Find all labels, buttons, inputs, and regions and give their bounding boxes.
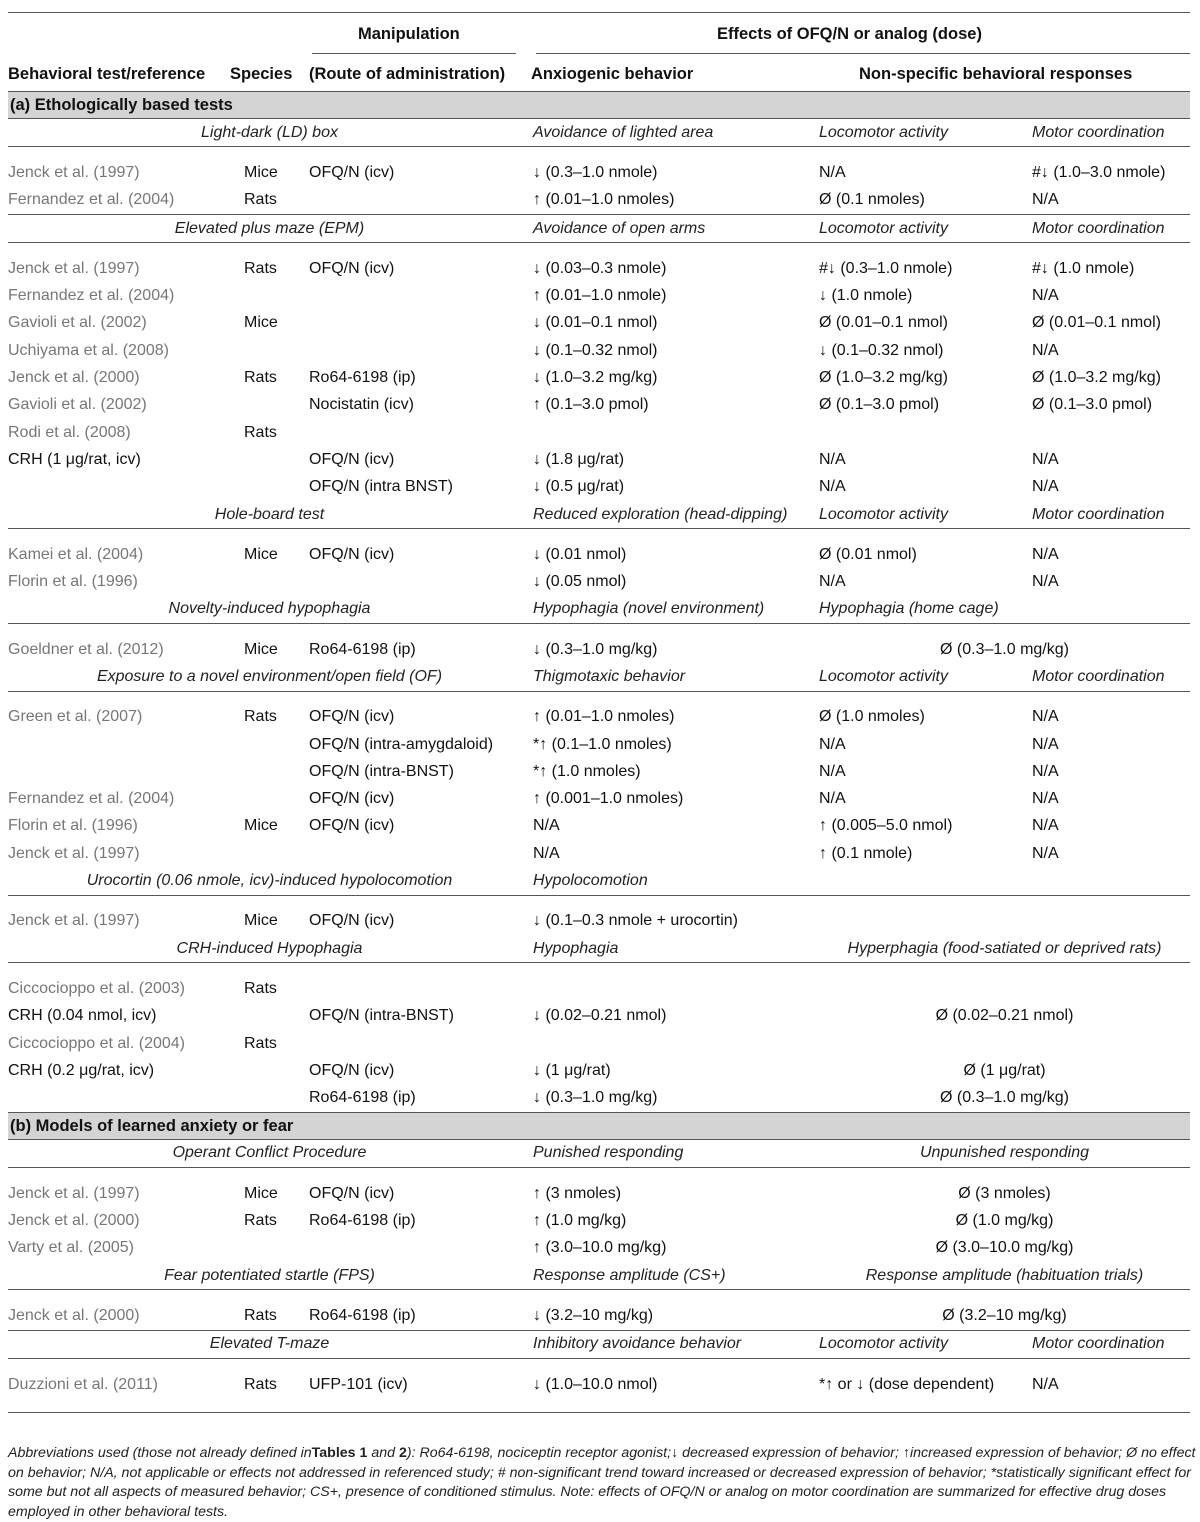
top-rule [8,12,1190,13]
table-row: Jenck et al. (2000) Rats Ro64-6198 (ip) ↓ (1.0–3.2 mg/kg) Ø (1.0–3.2 mg/kg) Ø (1.0–3.2 mg/kg) [8,369,1161,387]
table-row: Rodi et al. (2008) Rats [8,423,277,441]
subheader-rule [8,624,1190,637]
subheader-rule [8,243,1190,256]
header-effects: Effects of OFQ/N or analog (dose) [717,25,982,43]
subheader-row: Light-dark (LD) box Avoidance of lighted area Locomotor activity Motor coordination [201,123,1165,141]
table-row: Jenck et al. (1997) Mice OFQ/N (icv) ↓ (0.1–0.3 nmole + urocortin) [8,912,738,930]
table-row: Jenck et al. (1997) N/A ↑ (0.1 nmole) N/A [8,844,1059,862]
header-behavioral-test: Behavioral test/reference [8,65,206,83]
subheader-row: Exposure to a novel environment/open field (OF) Thigmotaxic behavior Locomotor activity Motor coordination [96,667,1165,685]
table-row: Ciccocioppo et al. (2003) Rats [8,979,277,997]
section-b: (b) Models of learned anxiety or fear [8,1112,1190,1139]
table-row: Florin et al. (1996) Mice OFQ/N (icv) N/A ↑ (0.005–5.0 nmol) N/A [8,817,1059,835]
subheader-row: Fear potentiated startle (FPS) Response amplitude (CS+) Response amplitude (habituation trials) [164,1266,1144,1284]
subheader-row: Elevated T-maze Inhibitory avoidance behavior Locomotor activity Motor coordination [8,1330,1190,1358]
subheader-row: Operant Conflict Procedure Punished responding Unpunished responding [172,1144,1089,1162]
table-row: Jenck et al. (1997) Mice OFQ/N (icv) ↑ (3 nmoles) Ø (3 nmoles) [8,1184,1051,1202]
table-row: Duzzioni et al. (2011) Rats UFP-101 (icv) ↓ (1.0–10.0 nmol) *↑ or ↓ (dose dependent) N/A [8,1375,1059,1393]
subheader-rule [8,963,1190,976]
table-row: Goeldner et al. (2012) Mice Ro64-6198 (ip) ↓ (0.3–1.0 mg/kg) Ø (0.3–1.0 mg/kg) [8,640,1069,658]
header-anxiogenic: Anxiogenic behavior [531,65,694,83]
table-row: Fernandez et al. (2004) OFQ/N (icv) ↑ (0.001–1.0 nmoles) N/A N/A [8,790,1059,808]
manipulation-underline [312,53,516,54]
subheader-rule [8,529,1190,542]
main-table [8,91,1190,1413]
subheader-rule [8,691,1190,704]
effects-underline [536,53,1190,54]
subheader-row: Urocortin (0.06 nmole, icv)-induced hypolocomotion Hypolocomotion [86,872,648,890]
header-route: (Route of administration) [309,65,506,83]
header-nonspecific: Non-specific behavioral responses [859,65,1133,83]
table-row: Florin et al. (1996) ↓ (0.05 nmol) N/A N/A [8,573,1059,591]
table-row: Fernandez et al. (2004) ↑ (0.01–1.0 nmole) ↓ (1.0 nmole) N/A [8,287,1059,305]
table-row: OFQ/N (intra-BNST) *↑ (1.0 nmoles) N/A N/A [309,762,1059,780]
table-row: CRH (0.04 nmol, icv) OFQ/N (intra-BNST) ↓ (0.02–0.21 nmol) Ø (0.02–0.21 nmol) [8,1007,1074,1025]
table-row: Jenck et al. (2000) Rats Ro64-6198 (ip) ↓ (3.2–10 mg/kg) Ø (3.2–10 mg/kg) [8,1306,1067,1324]
table-row: Kamei et al. (2004) Mice OFQ/N (icv) ↓ (0.01 nmol) Ø (0.01 nmol) N/A [8,545,1059,563]
table-row: OFQ/N (intra BNST) ↓ (0.5 μg/rat) N/A N/A [309,478,1059,496]
header-manipulation: Manipulation [358,25,460,43]
table-row: Jenck et al. (1997) Mice OFQ/N (icv) ↓ (0.3–1.0 nmole) N/A #↓ (1.0–3.0 nmole) [8,163,1166,181]
subheader-row: Hole-board test Reduced exploration (head-dipping) Locomotor activity Motor coordination [214,505,1165,523]
subheader-rule [8,1168,1190,1181]
table-row: Jenck et al. (2000) Rats Ro64-6198 (ip) ↑ (1.0 mg/kg) Ø (1.0 mg/kg) [8,1212,1054,1230]
bottom-rule [8,1398,1190,1413]
table-row: Fernandez et al. (2004) Rats ↑ (0.01–1.0 nmoles) Ø (0.1 nmoles) N/A [8,191,1059,209]
subheader-row: Elevated plus maze (EPM) Avoidance of open arms Locomotor activity Motor coordination [8,214,1190,242]
header-species: Species [230,65,293,83]
table-row: Uchiyama et al. (2008) ↓ (0.1–0.32 nmol) ↓ (0.1–0.32 nmol) N/A [8,341,1059,359]
table-row: CRH (1 μg/rat, icv) OFQ/N (icv) ↓ (1.8 μg/rat) N/A N/A [8,450,1059,468]
table-row: Green et al. (2007) Rats OFQ/N (icv) ↑ (0.01–1.0 nmoles) Ø (1.0 nmoles) N/A [8,708,1059,726]
table-row: Ro64-6198 (ip) ↓ (0.3–1.0 mg/kg) Ø (0.3–1.0 mg/kg) [309,1089,1069,1107]
table-row: Varty et al. (2005) ↑ (3.0–10.0 mg/kg) Ø (3.0–10.0 mg/kg) [8,1239,1074,1257]
subheader-row: Novelty-induced hypophagia Hypophagia (novel environment) Hypophagia (home cage) [168,600,999,618]
subheader-rule [8,147,1190,160]
table-row: Ciccocioppo et al. (2004) Rats [8,1034,277,1052]
table-row: Gavioli et al. (2002) Mice ↓ (0.01–0.1 nmol) Ø (0.01–0.1 nmol) Ø (0.01–0.1 nmol) [8,314,1161,332]
table-footnote: Abbreviations used (those not already defined inTables 1 and 2): Ro64-6198, nociceptin receptor agonist;↓ decreased expression of behavior; ↑increased expression of behavior; Ø no effect on behavior; N/A, not applicable or effects not addressed in referenced study; # non-significant trend toward increased or decreased expression of behavior; *statistically significant effect for some but not all aspects of measured behavior; CS+, presence of conditioned stimulus. Note: effects of OFQ/N or analog on motor coordination are summarized for effective drug doses employed in other behavioral tests. [8,1445,1196,1520]
table-row: CRH (0.2 μg/rat, icv) OFQ/N (icv) ↓ (1 μg/rat) Ø (1 μg/rat) [8,1061,1046,1079]
table-row: Gavioli et al. (2002) Nocistatin (icv) ↑ (0.1–3.0 pmol) Ø (0.1–3.0 pmol) Ø (0.1–3.0 pmol) [8,396,1153,414]
table-row: Jenck et al. (1997) Rats OFQ/N (icv) ↓ (0.03–0.3 nmole) #↓ (0.3–1.0 nmole) #↓ (1.0 nmole) [8,259,1135,277]
table-row: OFQ/N (intra-amygdaloid) *↑ (0.1–1.0 nmoles) N/A N/A [309,735,1059,753]
subheader-rule [8,895,1190,908]
subheader-row: CRH-induced Hypophagia Hypophagia Hyperphagia (food-satiated or deprived rats) [176,939,1162,957]
subheader-rule [8,1290,1190,1303]
section-a: (a) Ethologically based tests [8,92,1190,119]
subheader-rule [8,1358,1190,1371]
